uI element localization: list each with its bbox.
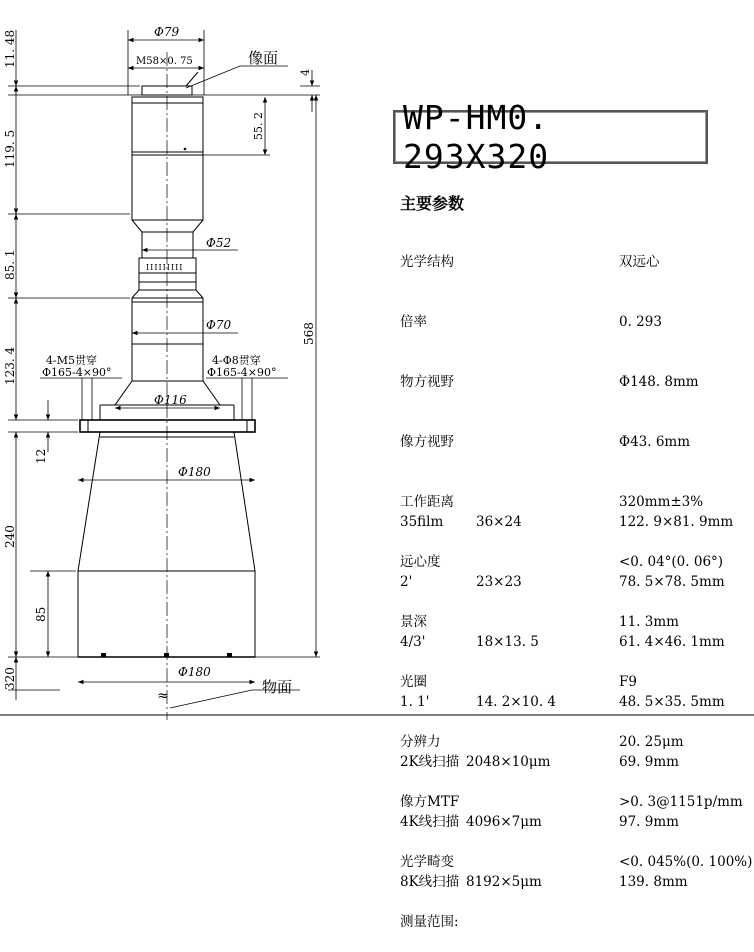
- measurement-fov: 48. 5×35. 5mm: [619, 694, 725, 710]
- dim-4: 4: [299, 69, 312, 76]
- dim-85: 85: [34, 606, 48, 622]
- measurement-fov: 122. 9×81. 9mm: [619, 514, 734, 530]
- spec-heading: 主要参数: [400, 194, 465, 213]
- spec-label: 像方MTF: [400, 794, 460, 810]
- measurement-fov: 78. 5×78. 5mm: [619, 574, 725, 590]
- measurement-size: 18×13. 5: [476, 634, 539, 650]
- measurement-size: 2048×10μm: [466, 754, 551, 770]
- spec-label: 光圈: [400, 674, 427, 690]
- dim-phi116: Φ116: [154, 393, 187, 407]
- dim-phi180-top: Φ180: [178, 465, 211, 479]
- dim-phi180-bottom: Φ180: [178, 665, 211, 679]
- dim-phi52: Φ52: [206, 236, 232, 250]
- measurement-name: 2': [400, 574, 413, 590]
- dim-123-4: 123. 4: [3, 346, 17, 385]
- dim-85-1: 85. 1: [3, 249, 17, 280]
- measurement-fov: 69. 9mm: [619, 754, 679, 770]
- measurement-size: 23×23: [476, 574, 522, 590]
- measurement-size: 8192×5μm: [466, 874, 542, 890]
- dim-119-5: 119. 5: [3, 129, 17, 168]
- object-plane-label: 物面: [262, 678, 293, 696]
- measurement-name: 8K线扫描: [400, 874, 460, 890]
- hole-right-pcd: Φ165-4×90°: [207, 366, 277, 379]
- measurement-size: 14. 2×10. 4: [476, 694, 557, 710]
- dim-phi79: Φ79: [154, 25, 180, 39]
- hole-left-pcd: Φ165-4×90°: [42, 366, 112, 379]
- spec-value: 11. 3mm: [619, 614, 679, 630]
- dim-11-48: 11. 48: [3, 29, 17, 68]
- dim-240: 240: [3, 525, 17, 548]
- measurement-fov: 61. 4×46. 1mm: [619, 634, 725, 650]
- spec-label: 像方视野: [400, 434, 454, 450]
- measurement-names: [400, 472, 459, 912]
- measurement-name: 35film: [400, 514, 444, 530]
- spec-value: Φ43. 6mm: [619, 434, 691, 450]
- measurement-name: 1. 1': [400, 694, 430, 710]
- spec-label: 景深: [400, 614, 427, 630]
- measurement-size: 36×24: [476, 514, 522, 530]
- measurement-name: 2K线扫描: [400, 754, 460, 770]
- spec-value: >0. 3@1151p/mm: [619, 794, 743, 810]
- spec-value: 20. 25μm: [619, 734, 684, 750]
- spec-value: <0. 045%(0. 100%): [619, 854, 753, 870]
- spec-value: 0. 293: [619, 314, 662, 330]
- measurement-fov: 139. 8mm: [619, 874, 688, 890]
- spec-label: 工作距离: [400, 494, 454, 510]
- dim-568: 568: [302, 322, 316, 345]
- dimension-annotations: [3, 25, 320, 708]
- measurement-fovs: [619, 472, 733, 912]
- spec-value: <0. 04°(0. 06°): [619, 554, 724, 570]
- measurement-sizes: [466, 472, 557, 912]
- spec-value: 双远心: [619, 254, 660, 270]
- measurement-name: 4/3': [400, 634, 426, 650]
- spec-label: 倍率: [400, 314, 427, 330]
- image-plane-label: 像面: [248, 49, 279, 67]
- measurement-size: 4096×7μm: [466, 814, 542, 830]
- measurement-fov: 97. 9mm: [619, 814, 679, 830]
- spec-label: 物方视野: [400, 374, 454, 390]
- spec-label: 分辨力: [400, 734, 441, 750]
- dim-320: 320: [3, 667, 17, 690]
- spec-value: Φ148. 8mm: [619, 374, 699, 390]
- model-title: WP-HM0. 293X320: [393, 110, 708, 164]
- hole-right-note: 4-Φ8贯穿: [212, 354, 261, 367]
- hole-left-note: 4-M5贯穿: [46, 354, 97, 367]
- measurement-name: 4K线扫描: [400, 814, 460, 830]
- aperture-ring-marking: IIIIIIIII: [146, 263, 184, 272]
- break-mark: ≈: [157, 688, 169, 704]
- dim-phi70: Φ70: [206, 318, 232, 332]
- spec-value: 320mm±3%: [619, 494, 704, 510]
- dim-12: 12: [34, 448, 48, 464]
- dim-thread: M58×0. 75: [136, 56, 193, 67]
- spec-label: 光学结构: [400, 254, 454, 270]
- dim-55-2: 55. 2: [252, 112, 265, 140]
- spec-label: 测量范围:: [400, 914, 459, 930]
- spec-value: F9: [619, 674, 637, 690]
- spec-label: 远心度: [400, 554, 441, 570]
- spec-label: 光学畸变: [400, 854, 454, 870]
